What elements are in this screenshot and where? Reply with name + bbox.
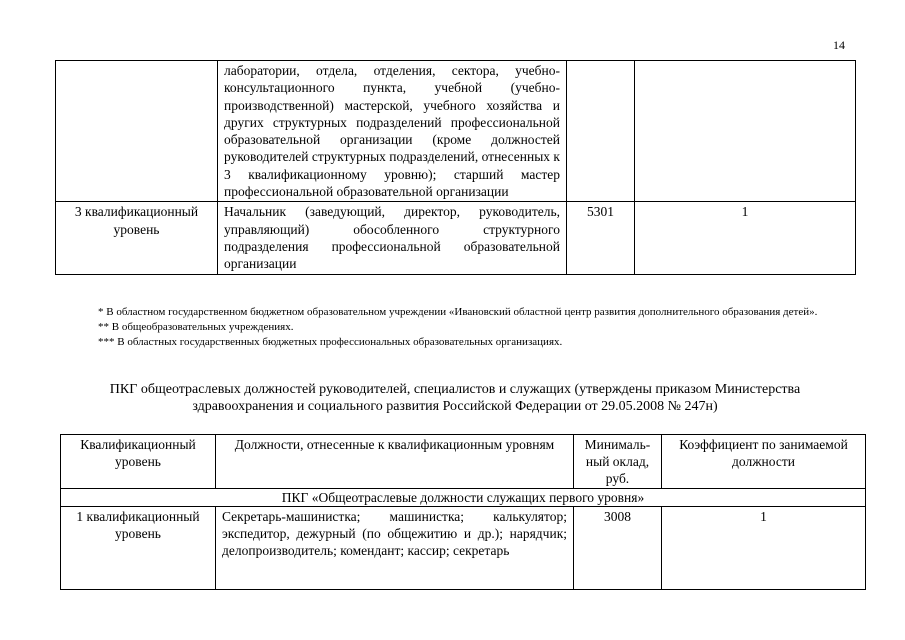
level-cell: 3 квалификационный уровень xyxy=(56,202,218,274)
positions-cell: Секретарь-машинистка; машинистка; калькулятор; экспедитор, дежурный (по общежитию и др.); нарядчик; делопроизводитель; комендант; кассир; секретарь xyxy=(216,507,574,590)
section-heading: ПКГ общеотраслевых должностей руководителей, специалистов и служащих (утверждены приказом Министерства здравоохранения и социального развития Российской Федерации от 29.05.2008 № 247н) xyxy=(109,382,801,414)
table-row xyxy=(56,61,856,202)
footnotes xyxy=(98,305,838,350)
salary-cell: 3008 xyxy=(574,507,662,590)
footnote-1: * В областном государственном бюджетном образовательном учреждении «Ивановский областной центр развития дополнительного образования детей». xyxy=(98,306,818,318)
coefficient-cell xyxy=(635,61,856,202)
header-salary: Минималь-ный оклад, руб. xyxy=(574,435,662,489)
table-header-row xyxy=(61,435,866,489)
coefficient-cell: 1 xyxy=(662,507,866,590)
salary-cell xyxy=(567,61,635,202)
table-row xyxy=(61,507,866,590)
footnote-3: *** В областных государственных бюджетных профессиональных образовательных организациях. xyxy=(98,336,563,348)
positions-cell: Начальник (заведующий, директор, руководитель, управляющий) обособленного структурного подразделения профессиональной образовательной организации xyxy=(218,202,567,274)
salary-table-general-positions xyxy=(60,434,866,590)
positions-cell: лаборатории, отдела, отделения, сектора, учебно-консультационного пункта, учебной (учебно-производственной) мастерской, учебного хозяйства и других структурных подразделений профессиональной образовательной организации (кроме должностей руководителей структурных подразделений, отнесенных к 3 квалификационному уровню); старший мастер профессиональной образовательной организации xyxy=(218,61,567,202)
table-row xyxy=(56,202,856,274)
salary-cell: 5301 xyxy=(567,202,635,274)
level-cell xyxy=(56,61,218,202)
coefficient-cell: 1 xyxy=(635,202,856,274)
group-title: ПКГ «Общеотраслевые должности служащих первого уровня» xyxy=(61,489,866,507)
page-number: 14 xyxy=(833,38,845,52)
header-coefficient: Коэффициент по занимаемой должности xyxy=(662,435,866,489)
level-cell: 1 квалификационный уровень xyxy=(61,507,216,590)
footnote-2: ** В общеобразовательных учреждениях. xyxy=(98,321,294,333)
salary-table-continued xyxy=(55,60,856,275)
header-level: Квалификационный уровень xyxy=(61,435,216,489)
group-title-row xyxy=(61,489,866,507)
header-positions: Должности, отнесенные к квалификационным уровням xyxy=(216,435,574,489)
